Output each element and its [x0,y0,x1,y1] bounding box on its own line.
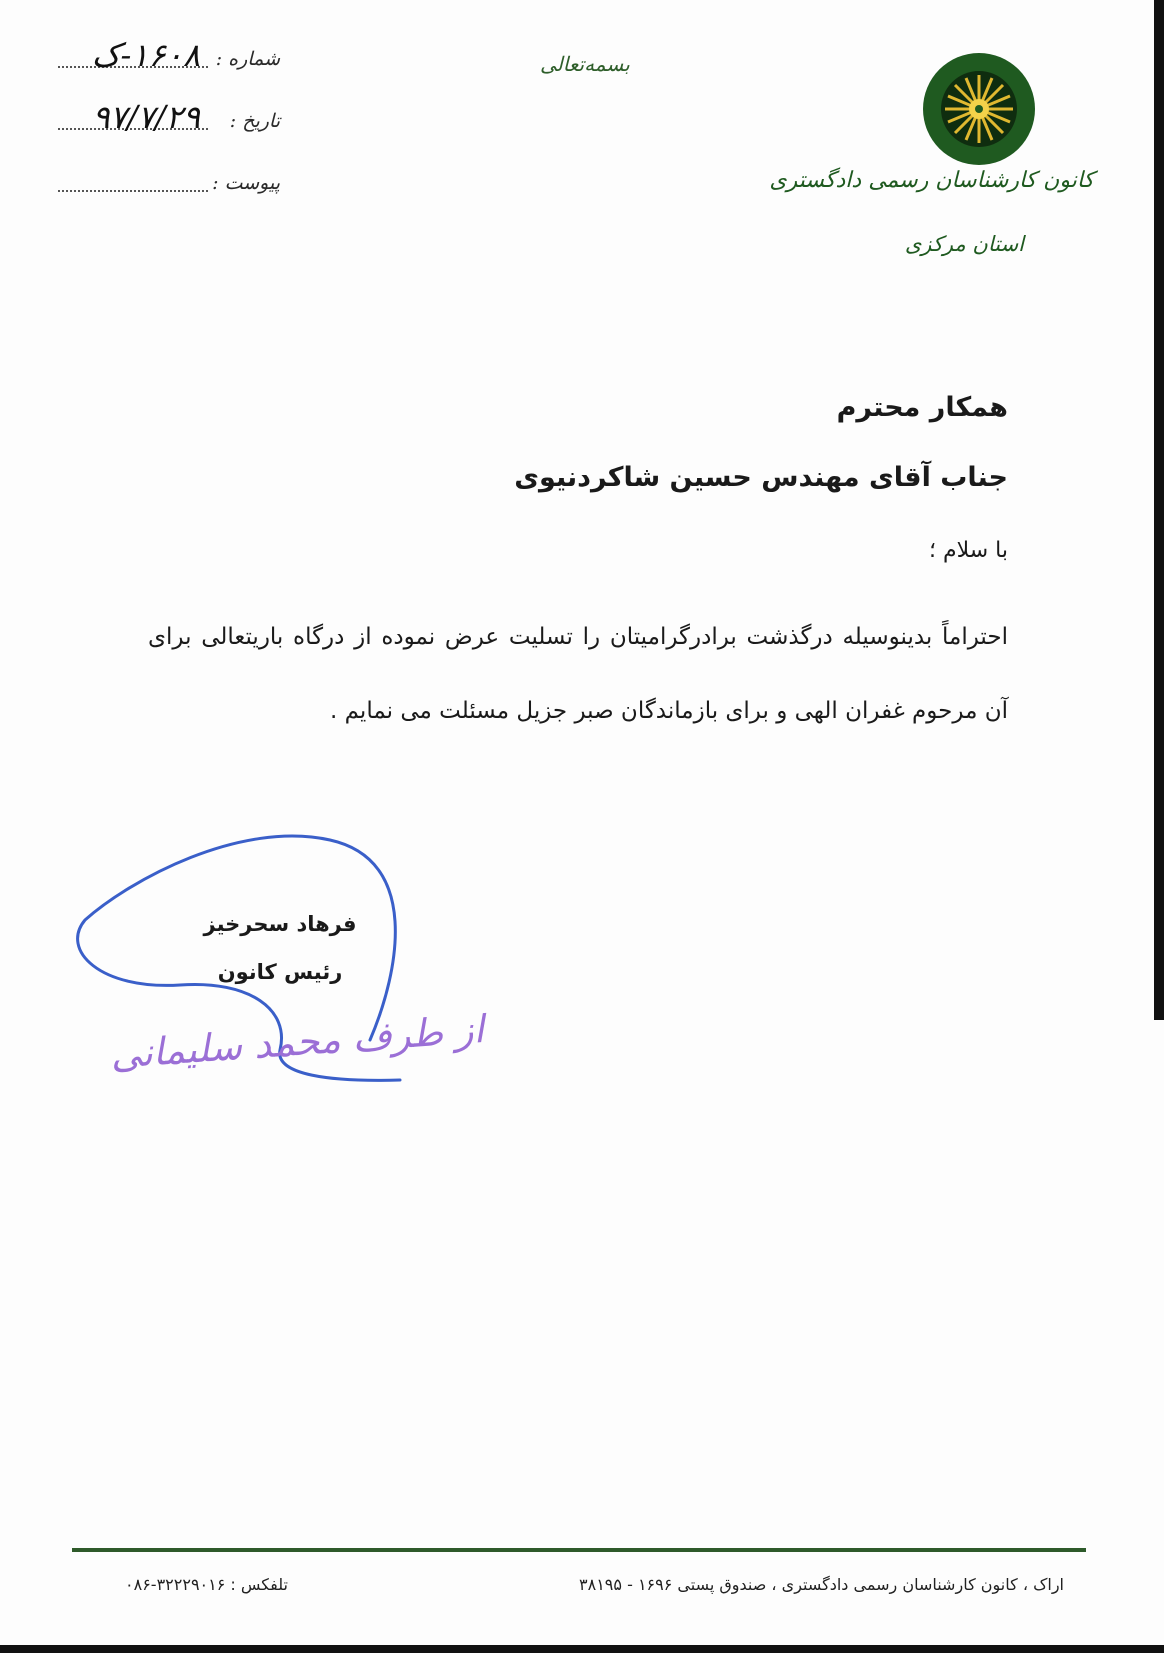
date-row [40,98,280,164]
number-row [40,36,280,102]
date-label: تاریخ : [229,110,280,132]
addressee-line-1: همکار محترم [836,392,1008,423]
invocation-text: بسمه‌تعالی [540,52,630,76]
scan-edge-right [1154,0,1164,1020]
signed-on-behalf-note: از طرف محمد سلیمانی [108,1007,486,1077]
letter-meta [40,36,280,226]
greeting: با سلام ؛ [929,538,1008,563]
attachment-label: پیوست : [212,172,280,194]
scan-edge-bottom [0,1645,1164,1653]
addressee-line-2: جناب آقای مهندس حسین شاکردنیوی [514,462,1008,493]
attachment-row [40,164,280,226]
org-province: استان مرکزی [904,232,1024,256]
signer-name: فرهاد سحرخیز [203,912,357,936]
letter-paragraph: احتراماً بدینوسیله درگذشت برادرگرامیتان را تسلیت عرض نموده از درگاه باریتعالی برای آن مرحوم غفران الهی و برای بازماندگان صبر جزیل مسئلت می نمایم . [148,624,1008,724]
signer-title: رئیس کانون [217,960,343,984]
attachment-dots [58,190,208,192]
date-value: ۹۷/۷/۲۹ [92,98,200,136]
footer-fax: تلفکس : ۳۲۲۲۹۰۱۶-۰۸۶ [125,1575,288,1594]
org-logo-icon [920,50,1038,168]
number-value: ۱۶۰۸-ک [91,36,200,74]
number-label: شماره : [215,48,280,70]
org-name: کانون کارشناسان رسمی دادگستری [769,168,1094,193]
footer-address: اراک ، کانون کارشناسان رسمی دادگستری ، صندوق پستی ۱۶۹۶ - ۳۸۱۹۵ [579,1575,1064,1594]
footer-divider [72,1548,1086,1552]
